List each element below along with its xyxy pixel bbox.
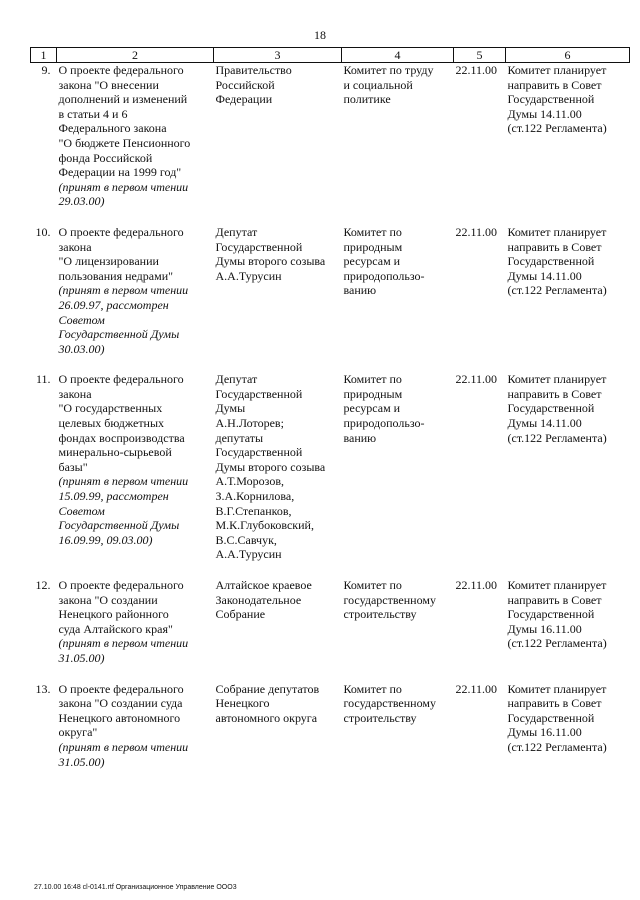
bill-title-line: "О лицензировании xyxy=(58,254,159,269)
reading-note-line: Советом xyxy=(58,503,105,518)
row-number: 12. xyxy=(35,578,51,592)
author-line: Законодательное xyxy=(215,592,302,607)
column-header-row xyxy=(31,48,630,63)
date-cell: 22.11.00 xyxy=(455,578,498,592)
bill-title-line: целевых бюджетных xyxy=(58,416,165,431)
plan-line: Думы 14.11.00 xyxy=(507,106,582,121)
author-line: Федерации xyxy=(215,92,273,107)
plan-line: направить в Совет xyxy=(507,386,602,401)
bill-title-line: закона "О создании суда xyxy=(58,696,183,711)
author-line: В.Г.Степанков, xyxy=(215,503,292,518)
committee-line: ресурсам и xyxy=(343,254,401,269)
reading-note-line: 29.03.00) xyxy=(58,194,105,209)
committee-line: политике xyxy=(343,92,391,107)
committee-line: ресурсам и xyxy=(343,401,401,416)
reading-note-line: (принят в первом чтении xyxy=(58,474,189,489)
committee-line: государственному xyxy=(343,592,436,607)
reading-note-line: 30.03.00) xyxy=(58,341,105,356)
reading-note-line: (принят в первом чтении xyxy=(58,283,189,298)
plan-line: Государственной xyxy=(507,401,595,416)
bill-title-line: закона xyxy=(58,239,92,254)
author-line: депутаты xyxy=(215,430,264,445)
plan-line: Комитет планирует xyxy=(507,681,607,696)
committee-cell xyxy=(342,682,454,786)
plan-cell xyxy=(506,578,630,682)
reading-note-line: (принят в первом чтении xyxy=(58,636,189,651)
bill-title-cell xyxy=(57,578,214,682)
author-line: автономного округа xyxy=(215,710,318,725)
committee-line: ванию xyxy=(343,283,377,298)
date-cell: 22.11.00 xyxy=(455,63,498,77)
row-number: 9. xyxy=(41,63,51,77)
table-row xyxy=(31,682,630,786)
bill-title-line: пользования недрами" xyxy=(58,268,174,283)
author-line: А.А.Турусин xyxy=(215,547,282,562)
bill-title-line: суда Алтайского края" xyxy=(58,621,173,636)
reading-note-line: Государственной Думы xyxy=(58,518,180,533)
plan-line: (ст.122 Регламента) xyxy=(507,121,607,136)
reading-note-line: 31.05.00) xyxy=(58,650,105,665)
plan-line: (ст.122 Регламента) xyxy=(507,636,607,651)
plan-line: Государственной xyxy=(507,92,595,107)
reading-note-line: (принят в первом чтении xyxy=(58,179,189,194)
author-line: Ненецкого xyxy=(215,696,270,711)
committee-cell xyxy=(342,578,454,682)
bill-title-line: О проекте федерального xyxy=(58,224,184,239)
bill-title-line: Федерального закона xyxy=(58,121,167,136)
plan-line: направить в Совет xyxy=(507,696,602,711)
author-line: Думы xyxy=(215,401,246,416)
author-line: Правительство xyxy=(215,63,292,77)
author-line: Собрание xyxy=(215,607,266,622)
bill-title-line: фонда Российской xyxy=(58,150,153,165)
bill-title-line: О проекте федерального xyxy=(58,681,184,696)
plan-line: Думы 14.11.00 xyxy=(507,416,582,431)
committee-line: и социальной xyxy=(343,77,413,92)
author-line: Депутат xyxy=(215,372,258,387)
column-header: 3 xyxy=(214,48,342,63)
reading-note-line: 26.09.97, рассмотрен xyxy=(58,297,169,312)
bill-title-cell xyxy=(57,225,214,372)
committee-line: природным xyxy=(343,386,403,401)
plan-line: Комитет планирует xyxy=(507,372,607,387)
bill-title-line: Ненецкого районного xyxy=(58,607,169,622)
date-cell: 22.11.00 xyxy=(455,372,498,387)
row-number: 10. xyxy=(35,224,51,239)
bill-title-line: закона xyxy=(58,386,92,401)
author-line: Думы второго созыва xyxy=(215,459,326,474)
plan-line: Государственной xyxy=(507,254,595,269)
committee-line: природопользо- xyxy=(343,416,425,431)
plan-line: Думы 16.11.00 xyxy=(507,621,582,636)
page-number: 18 xyxy=(314,28,326,42)
author-line: М.К.Глубоковский, xyxy=(215,518,314,533)
author-cell xyxy=(214,578,342,682)
plan-line: Думы 16.11.00 xyxy=(507,725,582,740)
bill-title-line: дополнений и изменений xyxy=(58,92,188,107)
row-number: 13. xyxy=(35,681,51,696)
committee-line: Комитет по труду xyxy=(343,63,434,77)
author-line: З.А.Корнилова, xyxy=(215,489,295,504)
reading-note-line: (принят в первом чтении xyxy=(58,739,189,754)
plan-cell xyxy=(506,225,630,372)
author-cell xyxy=(214,225,342,372)
author-line: Алтайское краевое xyxy=(215,578,312,592)
committee-cell xyxy=(342,225,454,372)
table-row xyxy=(31,225,630,372)
author-line: Государственной xyxy=(215,445,303,460)
reading-note-line: Советом xyxy=(58,312,105,327)
plan-cell xyxy=(506,682,630,786)
column-header: 1 xyxy=(31,48,57,63)
table-row xyxy=(31,578,630,682)
bill-title-line: "О бюджете Пенсионного xyxy=(58,135,191,150)
plan-line: Комитет планирует xyxy=(507,578,607,592)
reading-note-line: 15.09.99, рассмотрен xyxy=(58,489,169,504)
plan-cell xyxy=(506,63,630,225)
bill-title-line: О проекте федерального xyxy=(58,578,184,592)
bill-title-cell xyxy=(57,372,214,578)
reading-note-line: Государственной Думы xyxy=(58,327,180,342)
bill-title-cell xyxy=(57,682,214,786)
plan-line: направить в Совет xyxy=(507,239,602,254)
plan-line: Думы 14.11.00 xyxy=(507,268,582,283)
column-header: 5 xyxy=(454,48,506,63)
bill-title-line: минерально-сырьевой xyxy=(58,445,172,460)
author-line: Думы второго созыва xyxy=(215,254,326,269)
committee-line: Комитет по xyxy=(343,681,402,696)
bill-title-line: О проекте федерального xyxy=(58,372,184,387)
date-cell: 22.11.00 xyxy=(455,224,498,239)
author-line: Депутат xyxy=(215,224,258,239)
author-line: А.Н.Лоторев; xyxy=(215,416,284,431)
author-line: Государственной xyxy=(215,386,303,401)
author-line: Государственной xyxy=(215,239,303,254)
row-number: 11. xyxy=(35,372,51,387)
committee-line: природопользо- xyxy=(343,268,425,283)
author-line: Российской xyxy=(215,77,275,92)
plan-line: направить в Совет xyxy=(507,77,602,92)
bill-title-line: в статьи 4 и 6 xyxy=(58,106,128,121)
plan-cell xyxy=(506,372,630,578)
bill-title-line: фондах воспроизводства xyxy=(58,430,185,445)
bill-title-line: Федерации на 1999 год" xyxy=(58,165,182,180)
plan-line: Государственной xyxy=(507,710,595,725)
footer-stamp: 27.10.00 16:48 cl-0141.rtf Организационное Управление ООО3 xyxy=(34,884,237,891)
committee-line: строительству xyxy=(343,710,417,725)
plan-line: (ст.122 Регламента) xyxy=(507,283,607,298)
table-row xyxy=(31,372,630,578)
reading-note-line: 16.09.99, 09.03.00) xyxy=(58,532,153,547)
author-line: В.С.Савчук, xyxy=(215,532,277,547)
bills-table xyxy=(30,47,630,785)
bill-title-line: закона "О внесении xyxy=(58,77,159,92)
committee-cell xyxy=(342,372,454,578)
table-row xyxy=(31,63,630,225)
reading-note-line: 31.05.00) xyxy=(58,754,105,769)
author-cell xyxy=(214,682,342,786)
author-line: А.А.Турусин xyxy=(215,268,282,283)
bill-title-line: "О государственных xyxy=(58,401,163,416)
committee-line: природным xyxy=(343,239,403,254)
committee-cell xyxy=(342,63,454,225)
committee-line: Комитет по xyxy=(343,372,402,387)
column-header: 2 xyxy=(57,48,214,63)
plan-line: (ст.122 Регламента) xyxy=(507,430,607,445)
bill-title-line: округа" xyxy=(58,725,98,740)
plan-line: (ст.122 Регламента) xyxy=(507,739,607,754)
bill-title-line: базы" xyxy=(58,459,88,474)
committee-line: ванию xyxy=(343,430,377,445)
plan-line: Комитет планирует xyxy=(507,63,607,77)
committee-line: строительству xyxy=(343,607,417,622)
author-line: А.Т.Морозов, xyxy=(215,474,285,489)
author-cell xyxy=(214,63,342,225)
date-cell: 22.11.00 xyxy=(455,681,498,696)
bill-title-line: О проекте федерального xyxy=(58,63,184,77)
bill-title-cell xyxy=(57,63,214,225)
bill-title-line: закона "О создании xyxy=(58,592,158,607)
bill-title-line: Ненецкого автономного xyxy=(58,710,181,725)
author-cell xyxy=(214,372,342,578)
plan-line: Государственной xyxy=(507,607,595,622)
committee-line: Комитет по xyxy=(343,224,402,239)
committee-line: государственному xyxy=(343,696,436,711)
author-line: Собрание депутатов xyxy=(215,681,320,696)
column-header: 4 xyxy=(342,48,454,63)
plan-line: Комитет планирует xyxy=(507,224,607,239)
column-header: 6 xyxy=(506,48,630,63)
plan-line: направить в Совет xyxy=(507,592,602,607)
committee-line: Комитет по xyxy=(343,578,402,592)
